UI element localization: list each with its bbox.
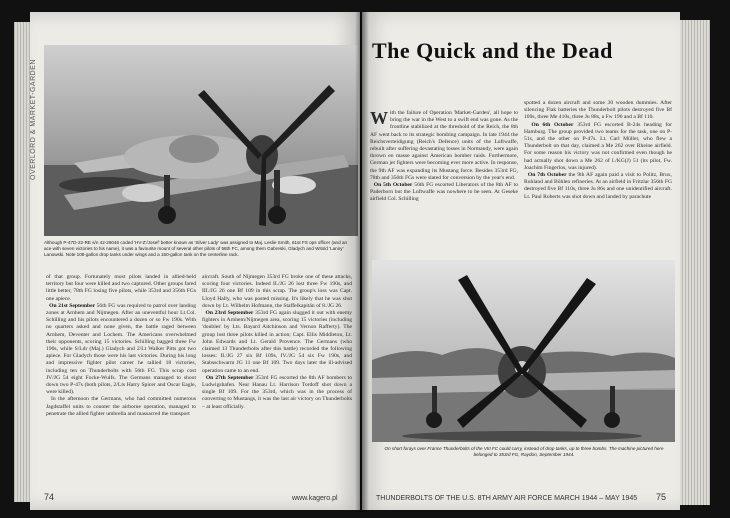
date-highlight: On 6th October	[531, 121, 574, 128]
right-page-edges	[680, 20, 710, 505]
publisher-website: www.kagero.pl	[292, 495, 338, 502]
page-number: 75	[656, 492, 667, 502]
right-page	[362, 12, 680, 510]
page-number: 74	[44, 492, 55, 502]
paragraph	[524, 122, 672, 172]
paragraph	[524, 172, 672, 201]
paragraph	[46, 396, 196, 418]
paragraph	[370, 110, 518, 182]
date-highlight: On 23rd September	[205, 310, 254, 317]
date-highlight: On 27th September	[205, 374, 254, 381]
right-column-1	[370, 110, 518, 204]
left-page-edges	[14, 22, 30, 502]
left-page-number	[44, 492, 54, 502]
right-column-2	[524, 100, 672, 201]
date-highlight: On 7th October	[527, 172, 567, 179]
left-column-2	[202, 274, 352, 411]
aircraft-photo-right	[372, 260, 675, 442]
section-side-label: OVERLORD & MARKET-GARDEN	[30, 59, 37, 181]
paragraph-text: 56th FG escorted Liberators of the 8th AF to Paderborn but the Luftwaffe was nowhere to be seen. At Geseke airfield Col. Schilling	[370, 182, 518, 203]
paragraph-text: 353rd FG again slugged it out with enemy fighters in Arnhem/Nijmegen area, scoring 15 victories (including 'doubles' by Lts. Bayard Aitchinson and Vernon Rafferty). The group lost three pilots killed in action; Capt. Ellis Middleton, Lt. John Edwards and Lt. Gerald Provence. The Germans (who claimed 13 Thunderbolts after this battle) recorded the following losses: II./JG 27 six Bf 109s, IV./JG 54 six Fw 190s, and Stabsschwarm JG 11 one Bf 109. Two days later the ill-advised operation came to an end.	[202, 310, 353, 374]
left-column-1	[46, 274, 196, 418]
paragraph-text: 56th FG was required to patrol over landing zones at Arnhem and Nijmegen. After an uneventful hour Lt.Col. Schilling and his pilots encountered a dozen or so Fw 190s. With no quarters asked and none given, the battle raged between Arnhem, Deventer and Lochem. The Americans overwhelmed their opponents, scoring 15 victories. Schilling bagged three Fw 190s, while S/Ldr (Maj.) Gladych and 2/Lt Walker Pitts got two apiece. For Gladych those were his last victories. During his long and impressive fighter pilot career he tallied 18 victories, including ten on Thunderbolts with 56th FG. This scrap cost JV/JG 54 eight Focke-Wulfs. The Germans managed to shoot down two P-47s (both pilots, 2/Lts Harry Spicer and Oscar Eagle, were killed).	[46, 302, 196, 396]
aircraft-photo-left	[44, 45, 358, 236]
book-spine-shadow	[355, 12, 369, 512]
paragraph	[202, 310, 352, 375]
paragraph	[46, 303, 196, 397]
drop-cap: W	[370, 108, 388, 128]
photo-thunderbolt-front	[372, 260, 675, 442]
paragraph: spotted a dozen aircraft and some 30 wooden dummies. After silencing Flak batteries the Thunderbolt pilots destroyed five Bf 109s, three Me 410s, three Ju 88s, a Fw 190 and a Bf 110.	[524, 100, 672, 121]
chapter-title: The Quick and the Dead	[372, 38, 613, 63]
left-photo-caption: Although P-47D-22-RE s/n 42-26046 coded 'HV-Z'/Josef' better known as 'Silver Lady' was assigned to Maj. Leslie Smith, 61st FS ops officer (and an ace with seven victories to his name), it was a favourite mount of several other pilots of 56th FC, among them Gabreski, Gladych and Witold 'Lanny' Lanowski. Note 108-gallon drop tanks under wings and a 150-gallon tank on the centerline rack.	[44, 240, 348, 257]
paragraph	[370, 182, 518, 204]
paragraph: aircraft. South of Nijmegen 353rd FG broke one of these attacks, scoring four victories. Indeed II./JG 26 lost three Fw 190s, and III./JG 26 one Bf 109 in this scrap. The group's loss was Capt. Lloyd Hally, who was posted missing. It's likely that he was shot down by Lt. Wilhelm Hofmann, the Staffelkapitän of 8./JG 26.	[202, 274, 352, 309]
paragraph-text: ith the failure of Operation 'Market-Garden', all hope to bring the war in the West to a swift end was gone. As the frontline stabilized at the threshold of the Reich, the 8th AF went back to its strategic bombing campaign. In late 1944 the Reichsverteidigung (Reich's Defence) units of the Luftwaffe, rebuilt after suffering devastating losses in Normandy, were again thrown en masse against American bomber raids. Furthermore, German jet fighters were becoming ever more active. In response, the 9th AF was expanding its Mustang force. Besides 353rd FG, 78th and 356th FGs were slated for conversion by the year's end.	[370, 110, 518, 181]
photo-silver-lady	[44, 45, 358, 236]
paragraph-text: 353rd FG escorted B-24s heading for Hamburg. The group provided two teams for the task, one on P-51s, and the other on P-47s. Lt. Carl Müller, who flew a Thunderbolt on that day, claimed a Me 262 over Rheine airfield. For some reason his victory was not confirmed even though he had actually shot down a Me 262 of I./KG(J) 51 (its pilot, Fw. Joachim Fingerlos, was injured).	[524, 121, 672, 171]
book-title-footer: THUNDERBOLTS OF THE U.S. 8TH ARMY AIR FORCE MARCH 1944 – MAY 1945	[376, 495, 638, 502]
paragraph	[202, 375, 352, 411]
date-highlight: On 5th October	[373, 182, 413, 189]
paragraph: of that group. Fortunately most pilots landed in allied-held territory but four were killed and two captured. Other groups fared little better, 78th FG losing five pilots, while 353rd and 356th FGs one apiece.	[46, 274, 196, 302]
date-highlight: On 21st September	[49, 302, 96, 309]
paragraph-text: the 9th AF again paid a visit to Politz, Brux, Ruhland and Böhlen refineries. At an airfield in Fritzlar 356th FG destroyed five Bf 110s, three Ju 86s and one unidentified aircraft. Lt. Paul Roberts was shot down and landed by parachute	[524, 172, 673, 200]
right-photo-caption: On short forays over France Thunderbolts of the VIII FC could carry, instead of drop tanks, up to three bombs. The machine pictured here belonged to 353rd FG, Raydon, September 1944.	[384, 446, 664, 457]
left-page	[30, 12, 360, 510]
paragraph-text: 353rd FG escorted the 8th AF bombers to Ludwigshafen. Near Hanau Lt. Harrison Tordoff shot down a single Bf 109. For the 353rd, which was in the process of converting to Mustangs, it was the last air victory on Thunderbolts – at least officially.	[202, 374, 353, 410]
paragraph-text: In the afternoon the Germans, who had committed numerous Jagdstaffel units to counter the airborne operation, managed to penetrate the allied fighter umbrella and massacred the transport	[46, 396, 197, 417]
right-page-number	[656, 492, 666, 502]
